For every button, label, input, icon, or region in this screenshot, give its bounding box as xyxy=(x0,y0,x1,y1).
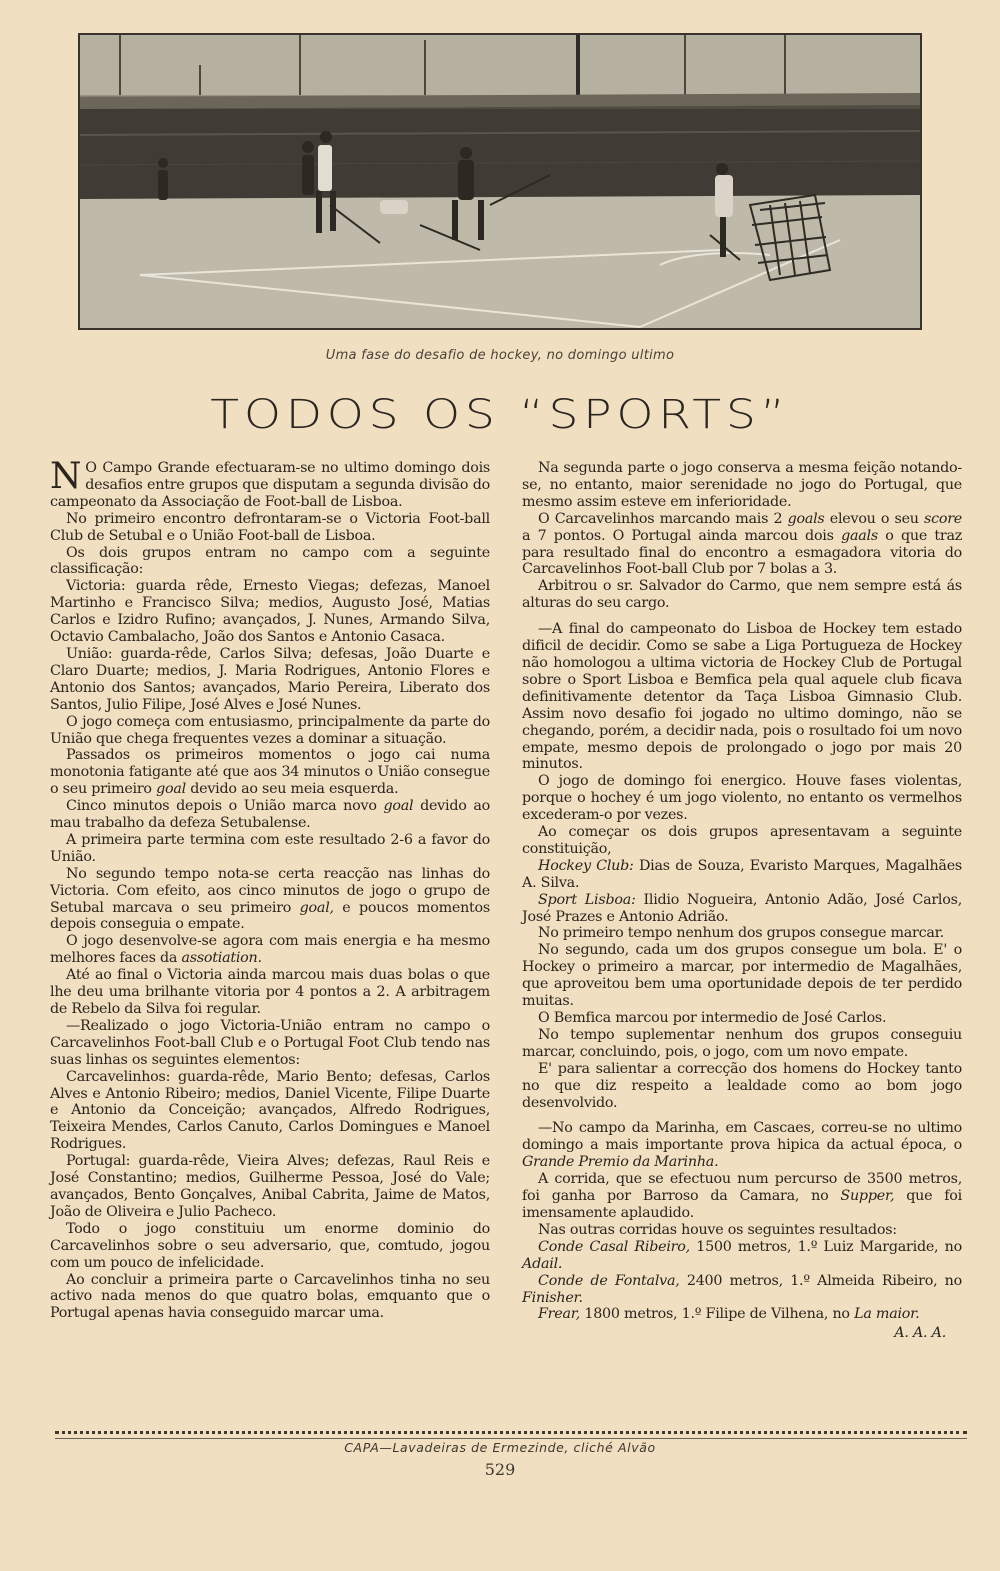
text-run: 1500 metros, 1.º Luiz Margaride, no xyxy=(689,1238,962,1255)
page-number: 529 xyxy=(484,1460,516,1479)
author-signature: A. A. A. xyxy=(894,1325,946,1342)
article-paragraph-r9: No primeiro tempo nenhum dos grupos consegue marcar. xyxy=(538,925,944,942)
italic-term: goal, xyxy=(299,899,334,916)
race-result-2 xyxy=(522,1273,962,1307)
lineup-victoria: Victoria: guarda rêde, Ernesto Viegas; defezas, Manoel Martinho e Francisco Silva; medios, Augusto José, Matias Carlos e Izidro Rufino; avançados, J. Nunes, Armando Silva, Octavio Cambalacho, João dos Santos e Antonio Casaca. xyxy=(50,578,490,646)
paragraph-text: O Campo Grande efectuaram-se no ultimo domingo dois desafios entre grupos que disputam a segunda divisão do campeonato da Associação de Foot-ball de Lisboa. xyxy=(50,460,490,510)
footer-divider xyxy=(55,1431,967,1439)
text-run: devido ao mau trabalho da defeza Setubalense. xyxy=(50,798,490,832)
article-paragraph-12: Até ao final o Victoria ainda marcou mais duas bolas o que lhe deu uma brilhante vitoria por 4 pontos a 2. A arbitragem de Rebelo da Silva foi regular. xyxy=(50,967,490,1017)
text-run: O Carcavelinhos marcando mais 2 xyxy=(538,510,788,527)
italic-term: gaals xyxy=(841,527,878,544)
article-paragraph-r4: —A final do campeonato do Lisboa de Hockey tem estado dificil de decidir. Como se sabe a Liga Portugueza de Hockey não homologou a ultima victoria de Hockey Club de Portugal sobre o Sport Lisboa e Bemfica pela qual aquele club ficava definitivamente detentor da Taça Lisboa Gimnasio Club. Assim novo desafio foi jogado no ultimo domingo, não se chegando, porém, a decidir nada, pois o rosultado foi um novo empate, mesmo depois de prolongado o jogo por mais 20 minutos. xyxy=(522,621,962,773)
italic-term: Supper, xyxy=(840,1188,895,1205)
article-paragraph-8 xyxy=(50,798,490,832)
article-paragraph-r1: Na segunda parte o jogo conserva a mesma feição notando-se, no entanto, maior serenidade no jogo do Portugal, que mesmo assim esteve em inferioridade. xyxy=(522,460,962,510)
text-run: No segundo tempo nota-se certa reacção nas linhas do Victoria. Com efeito, aos cinco minutos de jogo o grupo de Setubal marcava o seu primeiro xyxy=(50,865,490,916)
horse-name: Finisher. xyxy=(522,1289,583,1306)
article-paragraph-10 xyxy=(50,866,490,934)
section-headline: TODOS OS “SPORTS” xyxy=(210,392,790,438)
text-run: o que traz para resultado final do encontro a esmagadora vitoria do Carcavelinhos Foot-ball Club por 7 bolas a 3. xyxy=(522,527,962,578)
text-run: O jogo desenvolve-se agora com mais energia e ha mesmo melhores faces da xyxy=(50,933,490,967)
team-name: Sport Lisboa: xyxy=(538,891,636,908)
article-paragraph-r16: Nas outras corridas houve os seguintes resultados: xyxy=(538,1221,897,1238)
drop-cap: N xyxy=(50,456,82,497)
text-run: Passados os primeiros momentos o jogo cai numa monotonia fatigante até que aos 34 minutos o União consegue o seu primeiro xyxy=(50,747,490,798)
article-paragraph-r11: O Bemfica marcou por intermedio de José Carlos. xyxy=(538,1010,887,1026)
text-run: Ilidio Nogueira, Antonio Adão, José Carlos, José Prazes e Antonio Adrião. xyxy=(522,891,962,925)
article-paragraph-11 xyxy=(50,933,490,967)
text-run: Dias de Souza, Evaristo Marques, Magalhães A. Silva. xyxy=(522,857,962,891)
race-name: Conde Casal Ribeiro, xyxy=(538,1238,690,1255)
article-paragraph-r14 xyxy=(522,1120,962,1171)
horse-name: La maior. xyxy=(854,1306,920,1323)
italic-term: assotiation. xyxy=(181,950,262,967)
article-paragraph-r12: No tempo suplementar nenhum dos grupos conseguiu marcar, concluindo, pois, o jogo, com um novo empate. xyxy=(522,1026,962,1060)
text-run: Cinco minutos depois o União marca novo xyxy=(66,798,384,815)
cover-credit: CAPA—Lavadeiras de Ermezinde, cliché Alvão xyxy=(344,1440,656,1455)
lineup-portugal: Portugal: guarda-rêde, Vieira Alves; defezas, Raul Reis e José Constantino; medios, Guilherme Pessoa, José do Vale; avançados, Bento Gonçalves, Anibal Cabrita, Jaime de Matos, João de Oliveira e Julio Pacheco. xyxy=(50,1153,490,1220)
left-column xyxy=(50,456,490,1322)
italic-term: goals xyxy=(787,510,825,527)
article-paragraph-r6: Ao começar os dois grupos apresentavam a seguinte constituição, xyxy=(522,824,962,857)
article-paragraph-1 xyxy=(50,456,490,511)
article-paragraph-r5: O jogo de domingo foi energico. Houve fases violentas, porque o hochey é um jogo violento, no entanto os vermelhos excederam-o por vezes. xyxy=(522,773,962,824)
italic-term: goal xyxy=(383,798,414,815)
article-paragraph-r2 xyxy=(522,511,962,579)
article-paragraph-7 xyxy=(50,747,490,798)
article-paragraph-6: O jogo começa com entusiasmo, principalmente da parte do União que chega frequentes vezes a dominar a situação. xyxy=(50,713,490,747)
right-column xyxy=(522,460,962,1342)
italic-term: Grande Premio da Marinha. xyxy=(522,1154,719,1171)
article-paragraph-r3: Arbitrou o sr. Salvador do Carmo, que nem sempre está ás alturas do seu cargo. xyxy=(522,578,962,612)
photo-caption: Uma fase do desafio de hockey, no domingo ultimo xyxy=(325,348,675,363)
text-run: elevou o seu xyxy=(824,510,924,527)
race-name: Conde de Fontalva, xyxy=(538,1272,680,1289)
text-run: —No campo da Marinha, em Cascaes, correu-se no ultimo domingo a mais importante prova hipica da actual época, o xyxy=(522,1120,962,1154)
article-paragraph-r15 xyxy=(522,1171,962,1222)
lineup-carcavelinhos: Carcavelinhos: guarda-rêde, Mario Bento; defesas, Carlos Alves e Antonio Ribeiro; medios, Daniel Vicente, Filipe Duarte e Antonio da Conceição; avançados, Alfredo Rodrigues, Teixeira Mendes, Carlos Canuto, Carlos Domingues e Manoel Rodrigues. xyxy=(50,1068,490,1153)
horse-name: Adail. xyxy=(522,1255,563,1272)
race-result-3 xyxy=(522,1306,962,1323)
text-run: devido ao seu meia esquerda. xyxy=(185,781,399,798)
article-paragraph-r10: No segundo, cada um dos grupos consegue um bola. E' o Hockey o primeiro a marcar, por intermedio de Magalhães, que aproveitou bem uma oportunidade depois de ter perdido muitas. xyxy=(522,942,962,1010)
team-name: Hockey Club: xyxy=(538,857,634,874)
article-paragraph-17: Ao concluir a primeira parte o Carcavelinhos tinha no seu activo nada menos do que quatro bolas, emquanto que o Portugal apenas havia conseguido marcar uma. xyxy=(50,1271,490,1322)
lineup-uniao: União: guarda-rêde, Carlos Silva; defesas, João Duarte e Claro Duarte; medios, J. Maria Rodrigues, Antonio Flores e Antonio dos Santos; avançados, Mario Pereira, Liberato dos Santos, Julio Filipe, José Alves e José Nunes. xyxy=(50,645,490,713)
text-run: que foi imensamente aplaudido. xyxy=(522,1188,962,1221)
article-paragraph-r13: E' para salientar a correcção dos homens do Hockey tanto no que diz respeito a lealdade como ao bom jogo desenvolvido. xyxy=(522,1060,962,1111)
text-run: A corrida, que se efectuou num percurso de 3500 metros, foi ganha por Barroso da Camara, no xyxy=(522,1171,962,1205)
race-result-1 xyxy=(522,1239,962,1273)
italic-term: score xyxy=(924,510,962,527)
lineup-hockey-club xyxy=(522,858,962,892)
hockey-scene-image xyxy=(80,35,920,328)
text-run: 1800 metros, 1.º Filipe de Vilhena, no xyxy=(580,1306,855,1323)
hockey-photo xyxy=(78,33,922,330)
lineup-sport-lisboa xyxy=(522,892,962,926)
text-run: a 7 pontos. O Portugal ainda marcou dois xyxy=(522,527,842,544)
race-name: Frear, xyxy=(538,1306,581,1323)
italic-term: goal xyxy=(156,781,186,798)
article-paragraph-16: Todo o jogo constituiu um enorme dominio do Carcavelinhos sobre o seu adversario, que, comtudo, jogou com um pouco de infelicidade. xyxy=(50,1220,490,1271)
text-run: e poucos momentos depois conseguia o empate. xyxy=(50,899,490,933)
article-paragraph-9: A primeira parte termina com este resultado 2-6 a favor do União. xyxy=(50,831,490,865)
article-paragraph-2: No primeiro encontro defrontaram-se o Victoria Foot-ball Club de Setubal e o União Foot-ball de Lisboa. xyxy=(50,510,490,544)
article-paragraph-3: Os dois grupos entram no campo com a seguinte classificação: xyxy=(50,544,490,578)
text-run: 2400 metros, 1.º Almeida Ribeiro, no xyxy=(679,1272,962,1289)
article-paragraph-13: —Realizado o jogo Victoria-União entram no campo o Carcavelinhos Foot-ball Club e o Portugal Foot Club tendo nas suas linhas os seguintes elementos: xyxy=(50,1017,490,1068)
